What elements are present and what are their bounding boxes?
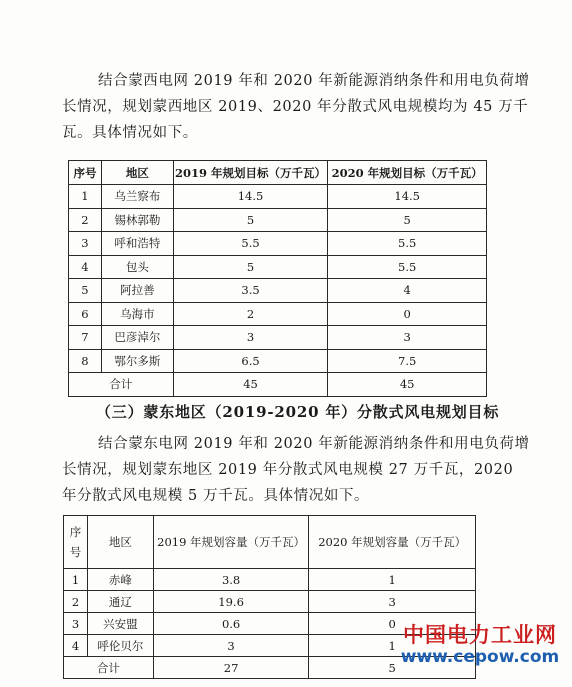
cell-2019: 14.5 <box>173 185 328 209</box>
cell-2020: 5 <box>328 208 487 232</box>
table-row <box>69 302 487 326</box>
table-total-row <box>69 373 487 397</box>
total-2019: 45 <box>173 373 328 397</box>
cell-2019: 3.8 <box>153 569 309 591</box>
table-row <box>69 185 487 209</box>
cell-2020: 5.5 <box>328 232 487 256</box>
cell-2019: 2 <box>173 302 328 326</box>
table-row <box>69 326 487 350</box>
table-row <box>64 569 476 591</box>
cell-seq: 3 <box>64 613 88 635</box>
cell-2019: 3 <box>173 326 328 350</box>
cell-region: 包头 <box>101 255 173 279</box>
cell-2020: 7.5 <box>328 349 487 373</box>
header-2020: 2020 年规划目标（万千瓦） <box>328 161 487 185</box>
table-row <box>69 232 487 256</box>
table-header-row <box>64 516 476 569</box>
cell-2019: 6.5 <box>173 349 328 373</box>
cell-2020: 5.5 <box>328 255 487 279</box>
header-2019: 2019 年规划容量（万千瓦） <box>153 516 309 569</box>
cell-2019: 5.5 <box>173 232 328 256</box>
total-2020: 5 <box>309 657 476 679</box>
cell-2020: 14.5 <box>328 185 487 209</box>
west-table-body <box>69 185 487 397</box>
cell-2020: 0 <box>328 302 487 326</box>
header-seq: 序号 <box>64 516 88 569</box>
cell-seq: 1 <box>69 185 102 209</box>
cell-seq: 2 <box>69 208 102 232</box>
table-row <box>69 349 487 373</box>
east-paragraph: 结合蒙东电网 2019 年和 2020 年新能源消纳条件和用电负荷增长情况，规划蒙东地区 2019 年分散式风电规模 27 万千瓦，2020 年分散式风电规模 5 万千瓦。具体情况如下。 <box>62 436 530 504</box>
cell-region: 锡林郭勒 <box>101 208 173 232</box>
table-header-row <box>69 161 487 185</box>
cell-seq: 4 <box>64 635 88 657</box>
cell-region: 通辽 <box>87 591 153 613</box>
cell-region: 鄂尔多斯 <box>101 349 173 373</box>
cell-region: 乌兰察布 <box>101 185 173 209</box>
header-2019: 2019 年规划目标（万千瓦） <box>173 161 328 185</box>
cell-seq: 3 <box>69 232 102 256</box>
table-row <box>64 591 476 613</box>
table-row <box>69 255 487 279</box>
west-planning-table <box>68 160 487 397</box>
header-seq: 序号 <box>69 161 102 185</box>
cell-seq: 5 <box>69 279 102 303</box>
section-heading: （三）蒙东地区（2019-2020 年）分散式风电规划目标 <box>96 403 500 421</box>
cell-2019: 19.6 <box>153 591 309 613</box>
cell-region: 呼和浩特 <box>101 232 173 256</box>
cell-2020: 0 <box>309 613 476 635</box>
cell-region: 呼伦贝尔 <box>87 635 153 657</box>
total-label: 合计 <box>64 657 154 679</box>
cell-2019: 0.6 <box>153 613 309 635</box>
cell-seq: 8 <box>69 349 102 373</box>
cell-2019: 5 <box>173 208 328 232</box>
total-label: 合计 <box>69 373 174 397</box>
header-region: 地区 <box>87 516 153 569</box>
cell-region: 巴彦淖尔 <box>101 326 173 350</box>
cell-2020: 1 <box>309 635 476 657</box>
header-2020: 2020 年规划容量（万千瓦） <box>309 516 476 569</box>
total-2020: 45 <box>328 373 487 397</box>
cell-seq: 6 <box>69 302 102 326</box>
cell-2020: 1 <box>309 569 476 591</box>
cell-seq: 2 <box>64 591 88 613</box>
west-paragraph: 结合蒙西电网 2019 年和 2020 年新能源消纳条件和用电负荷增长情况，规划蒙西地区 2019、2020 年分散式风电规模均为 45 万千瓦。具体情况如下。 <box>62 73 530 141</box>
site-watermark <box>388 619 572 667</box>
cell-2020: 4 <box>328 279 487 303</box>
table-row <box>69 279 487 303</box>
cell-2019: 5 <box>173 255 328 279</box>
cell-seq: 4 <box>69 255 102 279</box>
cell-region: 兴安盟 <box>87 613 153 635</box>
cell-2019: 3 <box>153 635 309 657</box>
cell-region: 赤峰 <box>87 569 153 591</box>
total-2019: 27 <box>153 657 309 679</box>
table-row <box>69 208 487 232</box>
cell-region: 乌海市 <box>101 302 173 326</box>
watermark-url: www.cepow.com <box>400 647 560 667</box>
cell-2019: 3.5 <box>173 279 328 303</box>
cell-2020: 3 <box>309 591 476 613</box>
cell-seq: 7 <box>69 326 102 350</box>
cell-2020: 3 <box>328 326 487 350</box>
cell-region: 阿拉善 <box>101 279 173 303</box>
cell-seq: 1 <box>64 569 88 591</box>
watermark-title: 中国电力工业网 <box>403 623 557 647</box>
header-region: 地区 <box>101 161 173 185</box>
